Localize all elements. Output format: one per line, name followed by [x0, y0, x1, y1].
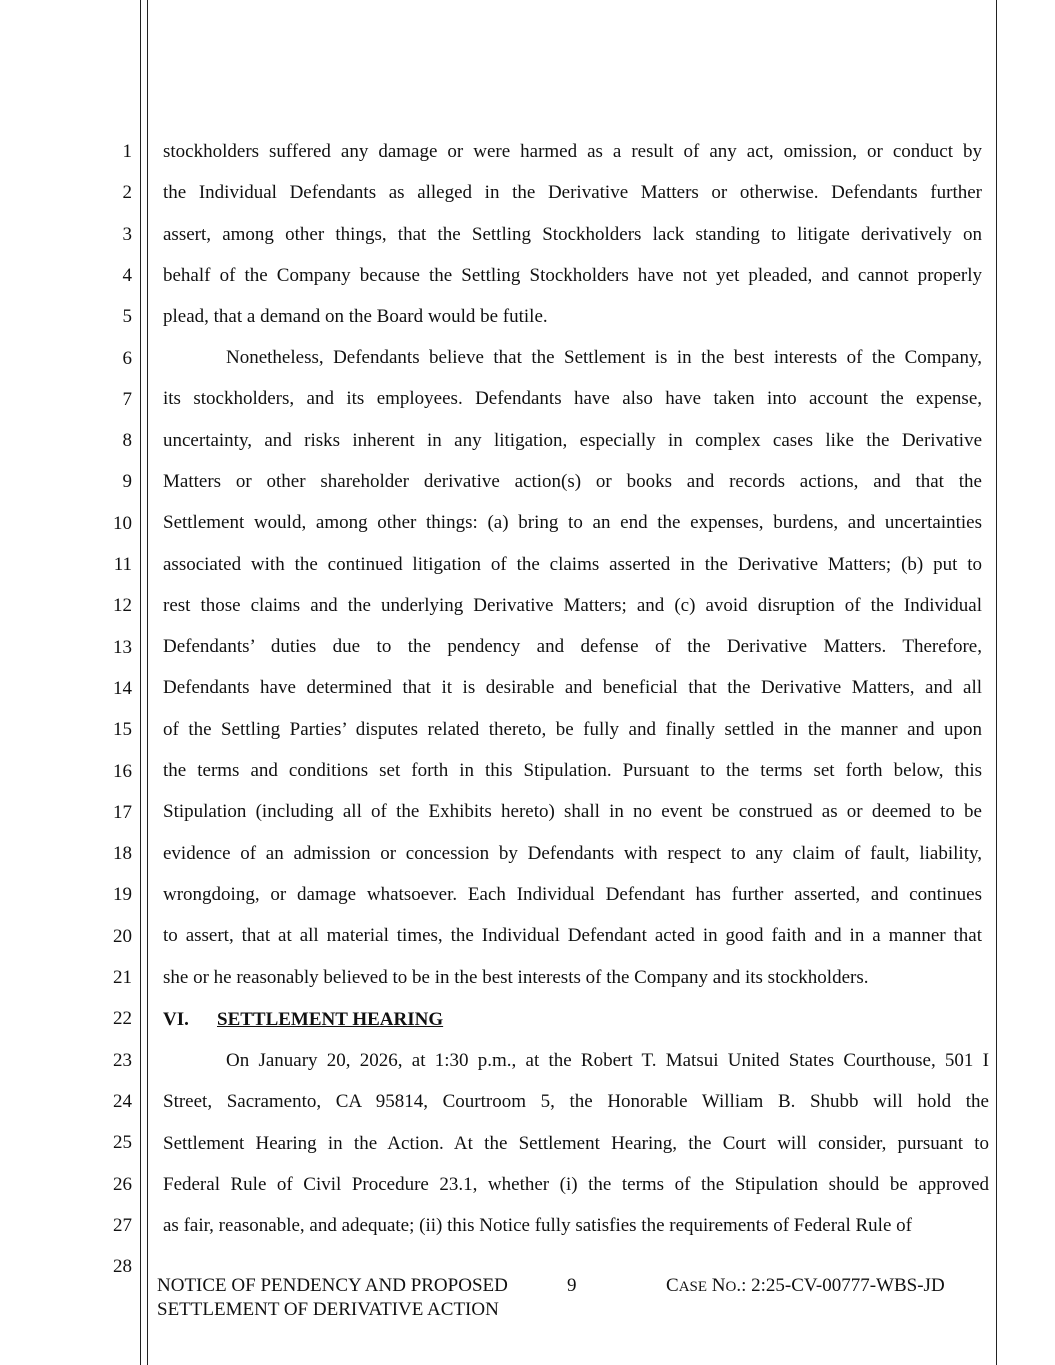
text-line: of the Settling Parties’ disputes related thereto, be fully and finally settled in the manner and upon [163, 718, 982, 740]
line-number: 10 [113, 512, 132, 534]
text-line: Defendants’ duties due to the pendency and defense of the Derivative Matters. Therefore, [163, 636, 982, 658]
section-number: VI. [163, 1009, 189, 1030]
line-number: 20 [113, 925, 132, 947]
line-number: 9 [122, 471, 132, 493]
text-line: to assert, that at all material times, the Individual Defendant acted in good faith and in a manner that [163, 925, 982, 947]
line-number: 26 [113, 1173, 132, 1195]
section-title: SETTLEMENT HEARING [217, 1009, 444, 1030]
text-line: stockholders suffered any damage or were harmed as a result of any act, omission, or conduct by [163, 141, 982, 162]
line-number: 3 [122, 223, 132, 245]
text-line: Stipulation (including all of the Exhibits hereto) shall in no event be construed as or deemed to be [163, 801, 982, 823]
footer-title-line: NOTICE OF PENDENCY AND PROPOSED [157, 1275, 508, 1296]
text-line: as fair, reasonable, and adequate; (ii) this Notice fully satisfies the requirements of Federal Rule of [163, 1215, 912, 1237]
text-line: plead, that a demand on the Board would be futile. [163, 306, 548, 328]
text-line: uncertainty, and risks inherent in any litigation, especially in complex cases like the Derivative [163, 429, 982, 451]
line-number: 16 [113, 760, 132, 782]
line-number: 14 [113, 677, 132, 699]
left-margin-rule [140, 0, 141, 1365]
page-number: 9 [567, 1275, 577, 1296]
line-number: 22 [113, 1008, 132, 1030]
text-line: Settlement would, among other things: (a) bring to an end the expenses, burdens, and uncertainties [163, 512, 982, 534]
footer-title-line: SETTLEMENT OF DERIVATIVE ACTION [157, 1299, 499, 1320]
line-number: 4 [122, 264, 132, 286]
text-line: Street, Sacramento, CA 95814, Courtroom 5, the Honorable William B. Shubb will hold the [163, 1091, 989, 1113]
line-number: 24 [113, 1090, 132, 1112]
text-line: rest those claims and the underlying Derivative Matters; and (c) avoid disruption of the Individual [163, 594, 982, 616]
line-number: 6 [122, 347, 132, 369]
line-number: 28 [113, 1256, 132, 1278]
line-number: 25 [113, 1132, 132, 1154]
line-number: 18 [113, 843, 132, 865]
case-label-o: O [725, 1279, 737, 1295]
left-margin-rule-inner [147, 0, 148, 1365]
text-line: behalf of the Company because the Settling Stockholders have not yet pleaded, and cannot properly [163, 264, 982, 286]
text-line: On January 20, 2026, at 1:30 p.m., at the Robert T. Matsui United States Courthouse, 501 I [226, 1050, 989, 1071]
text-line: the Individual Defendants as alleged in the Derivative Matters or otherwise. Defendants further [163, 182, 982, 204]
line-number: 13 [113, 636, 132, 658]
line-number: 8 [122, 430, 132, 452]
text-line: evidence of an admission or concession by Defendants with respect to any claim of fault, liability, [163, 842, 982, 864]
text-line: Settlement Hearing in the Action. At the Settlement Hearing, the Court will consider, pursuant to [163, 1132, 989, 1154]
line-number: 2 [122, 182, 132, 204]
text-line: Federal Rule of Civil Procedure 23.1, whether (i) the terms of the Stipulation should be approved [163, 1173, 989, 1195]
right-margin-rule [996, 0, 997, 1365]
line-number: 11 [113, 554, 132, 575]
case-number-value: .: 2:25-CV-00777-WBS-JD [736, 1275, 945, 1296]
text-line: Matters or other shareholder derivative action(s) or books and records actions, and that the [163, 470, 982, 492]
line-number: 5 [122, 306, 132, 328]
text-line: wrongdoing, or damage whatsoever. Each Individual Defendant has further asserted, and continues [163, 883, 982, 905]
line-number: 23 [113, 1049, 132, 1071]
line-number: 21 [113, 967, 132, 988]
case-label-c: C [666, 1275, 679, 1296]
text-line: assert, among other things, that the Settling Stockholders lack standing to litigate derivatively on [163, 223, 982, 245]
line-number: 12 [113, 595, 132, 617]
text-line: its stockholders, and its employees. Defendants have also have taken into account the expense, [163, 388, 982, 410]
line-number: 17 [113, 801, 132, 823]
text-line: she or he reasonably believed to be in the best interests of the Company and its stockholders. [163, 966, 869, 988]
text-line: Nonetheless, Defendants believe that the Settlement is in the best interests of the Company, [226, 347, 982, 368]
case-label-n: N [711, 1275, 726, 1296]
line-number: 19 [113, 884, 132, 906]
line-number: 15 [113, 719, 132, 741]
footer-document-title [157, 1274, 557, 1322]
text-line: the terms and conditions set forth in this Stipulation. Pursuant to the terms set forth below, this [163, 760, 982, 781]
line-number: 27 [113, 1214, 132, 1236]
case-label-ase: ASE [678, 1279, 708, 1295]
line-number: 7 [122, 388, 132, 410]
text-line: Defendants have determined that it is desirable and beneficial that the Derivative Matters, and all [163, 677, 982, 699]
line-number: 1 [122, 141, 132, 162]
case-number [666, 1274, 945, 1299]
text-line: associated with the continued litigation of the claims asserted in the Derivative Matters; (b) put to [163, 553, 982, 575]
